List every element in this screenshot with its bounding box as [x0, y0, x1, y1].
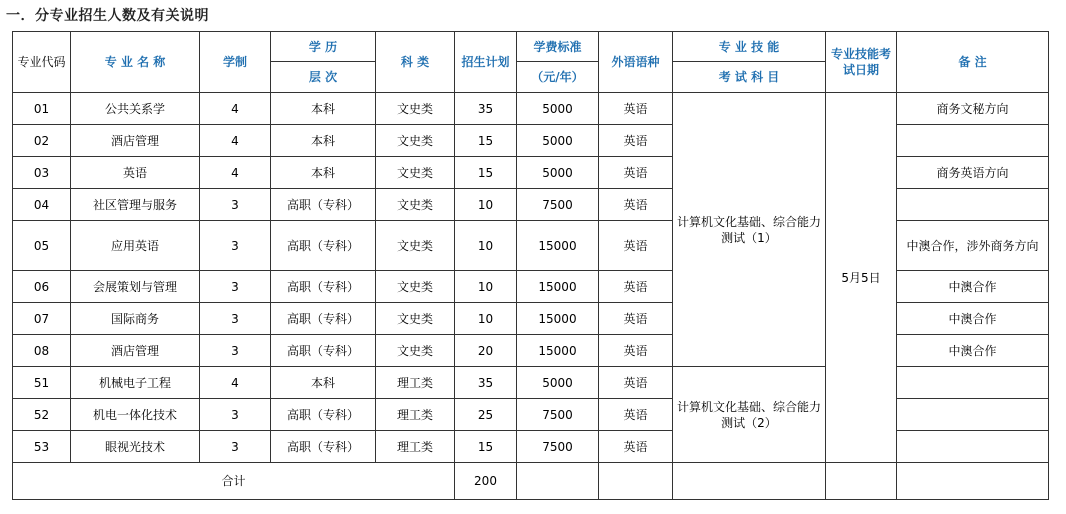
header-fee-top: 学费标准 — [517, 32, 599, 62]
header-remarks: 备 注 — [897, 32, 1049, 93]
cell-level: 高职（专科） — [271, 431, 376, 463]
cell-code: 07 — [13, 303, 71, 335]
total-exam-empty — [673, 463, 826, 500]
cell-fee: 15000 — [517, 271, 599, 303]
cell-exam-subjects-arts: 计算机文化基础、综合能力测试（1） — [673, 93, 826, 367]
cell-duration: 3 — [200, 303, 271, 335]
cell-category: 文史类 — [376, 221, 455, 271]
cell-category: 文史类 — [376, 335, 455, 367]
cell-category: 文史类 — [376, 189, 455, 221]
cell-language: 英语 — [599, 221, 673, 271]
header-education-top: 学 历 — [271, 32, 376, 62]
cell-name: 酒店管理 — [71, 125, 200, 157]
cell-quota: 10 — [455, 189, 517, 221]
cell-remark — [897, 367, 1049, 399]
cell-category: 文史类 — [376, 157, 455, 189]
cell-language: 英语 — [599, 367, 673, 399]
header-name: 专 业 名 称 — [71, 32, 200, 93]
cell-quota: 35 — [455, 367, 517, 399]
cell-fee: 7500 — [517, 399, 599, 431]
cell-name: 应用英语 — [71, 221, 200, 271]
cell-level: 高职（专科） — [271, 335, 376, 367]
cell-remark: 中澳合作 — [897, 303, 1049, 335]
cell-quota: 25 — [455, 399, 517, 431]
cell-language: 英语 — [599, 399, 673, 431]
cell-category: 文史类 — [376, 125, 455, 157]
cell-duration: 4 — [200, 125, 271, 157]
cell-remark: 中澳合作，涉外商务方向 — [897, 221, 1049, 271]
cell-duration: 4 — [200, 157, 271, 189]
cell-name: 社区管理与服务 — [71, 189, 200, 221]
cell-name: 英语 — [71, 157, 200, 189]
header-fee-bottom: （元/年） — [517, 62, 599, 93]
cell-fee: 15000 — [517, 221, 599, 271]
header-category: 科 类 — [376, 32, 455, 93]
cell-category: 文史类 — [376, 271, 455, 303]
cell-name: 眼视光技术 — [71, 431, 200, 463]
cell-fee: 15000 — [517, 335, 599, 367]
cell-remark — [897, 189, 1049, 221]
cell-level: 本科 — [271, 367, 376, 399]
cell-remark: 商务英语方向 — [897, 157, 1049, 189]
total-row — [13, 463, 1049, 500]
header-language: 外语语种 — [599, 32, 673, 93]
cell-quota: 15 — [455, 431, 517, 463]
cell-language: 英语 — [599, 303, 673, 335]
cell-quota: 10 — [455, 303, 517, 335]
cell-language: 英语 — [599, 189, 673, 221]
table-header-row — [13, 32, 1049, 62]
cell-duration: 3 — [200, 271, 271, 303]
cell-language: 英语 — [599, 335, 673, 367]
cell-duration: 3 — [200, 189, 271, 221]
cell-remark — [897, 125, 1049, 157]
total-date-empty — [826, 463, 897, 500]
cell-name: 酒店管理 — [71, 335, 200, 367]
cell-level: 本科 — [271, 125, 376, 157]
cell-remark — [897, 431, 1049, 463]
cell-quota: 10 — [455, 221, 517, 271]
cell-level: 高职（专科） — [271, 303, 376, 335]
cell-code: 01 — [13, 93, 71, 125]
cell-code: 03 — [13, 157, 71, 189]
cell-level: 本科 — [271, 157, 376, 189]
cell-remark: 中澳合作 — [897, 335, 1049, 367]
cell-exam-date: 5月5日 — [826, 93, 897, 463]
cell-fee: 5000 — [517, 93, 599, 125]
cell-level: 高职（专科） — [271, 271, 376, 303]
header-duration: 学制 — [200, 32, 271, 93]
cell-code: 06 — [13, 271, 71, 303]
cell-code: 51 — [13, 367, 71, 399]
cell-language: 英语 — [599, 125, 673, 157]
cell-category: 文史类 — [376, 303, 455, 335]
cell-quota: 15 — [455, 125, 517, 157]
cell-name: 机电一体化技术 — [71, 399, 200, 431]
cell-name: 国际商务 — [71, 303, 200, 335]
total-language-empty — [599, 463, 673, 500]
header-code: 专业代码 — [13, 32, 71, 93]
cell-quota: 10 — [455, 271, 517, 303]
cell-category: 理工类 — [376, 399, 455, 431]
cell-code: 52 — [13, 399, 71, 431]
cell-language: 英语 — [599, 431, 673, 463]
cell-code: 02 — [13, 125, 71, 157]
cell-remark: 中澳合作 — [897, 271, 1049, 303]
cell-code: 05 — [13, 221, 71, 271]
header-exam-date: 专业技能考试日期 — [826, 32, 897, 93]
cell-duration: 4 — [200, 367, 271, 399]
cell-level: 高职（专科） — [271, 189, 376, 221]
total-fee-empty — [517, 463, 599, 500]
cell-name: 公共关系学 — [71, 93, 200, 125]
cell-code: 53 — [13, 431, 71, 463]
cell-language: 英语 — [599, 93, 673, 125]
cell-duration: 3 — [200, 335, 271, 367]
cell-remark — [897, 399, 1049, 431]
cell-category: 理工类 — [376, 367, 455, 399]
cell-duration: 3 — [200, 399, 271, 431]
cell-category: 理工类 — [376, 431, 455, 463]
section-title: 一．分专业招生人数及有关说明 — [6, 8, 209, 24]
cell-duration: 4 — [200, 93, 271, 125]
header-exam-top: 专 业 技 能 — [673, 32, 826, 62]
cell-fee: 5000 — [517, 157, 599, 189]
cell-fee: 7500 — [517, 431, 599, 463]
cell-level: 高职（专科） — [271, 399, 376, 431]
table-row — [13, 93, 1049, 125]
total-label: 合计 — [13, 463, 455, 500]
cell-code: 08 — [13, 335, 71, 367]
cell-fee: 5000 — [517, 367, 599, 399]
header-education-bottom: 层 次 — [271, 62, 376, 93]
cell-fee: 5000 — [517, 125, 599, 157]
cell-fee: 7500 — [517, 189, 599, 221]
cell-category: 文史类 — [376, 93, 455, 125]
cell-duration: 3 — [200, 431, 271, 463]
cell-remark: 商务文秘方向 — [897, 93, 1049, 125]
header-exam-bottom: 考 试 科 目 — [673, 62, 826, 93]
cell-quota: 15 — [455, 157, 517, 189]
cell-fee: 15000 — [517, 303, 599, 335]
total-remark-empty — [897, 463, 1049, 500]
cell-duration: 3 — [200, 221, 271, 271]
cell-name: 机械电子工程 — [71, 367, 200, 399]
admissions-table — [12, 31, 1049, 500]
cell-quota: 20 — [455, 335, 517, 367]
cell-exam-subjects-science: 计算机文化基础、综合能力测试（2） — [673, 367, 826, 463]
cell-language: 英语 — [599, 157, 673, 189]
cell-level: 本科 — [271, 93, 376, 125]
cell-name: 会展策划与管理 — [71, 271, 200, 303]
cell-code: 04 — [13, 189, 71, 221]
total-quota: 200 — [455, 463, 517, 500]
cell-level: 高职（专科） — [271, 221, 376, 271]
cell-quota: 35 — [455, 93, 517, 125]
header-quota: 招生计划 — [455, 32, 517, 93]
cell-language: 英语 — [599, 271, 673, 303]
